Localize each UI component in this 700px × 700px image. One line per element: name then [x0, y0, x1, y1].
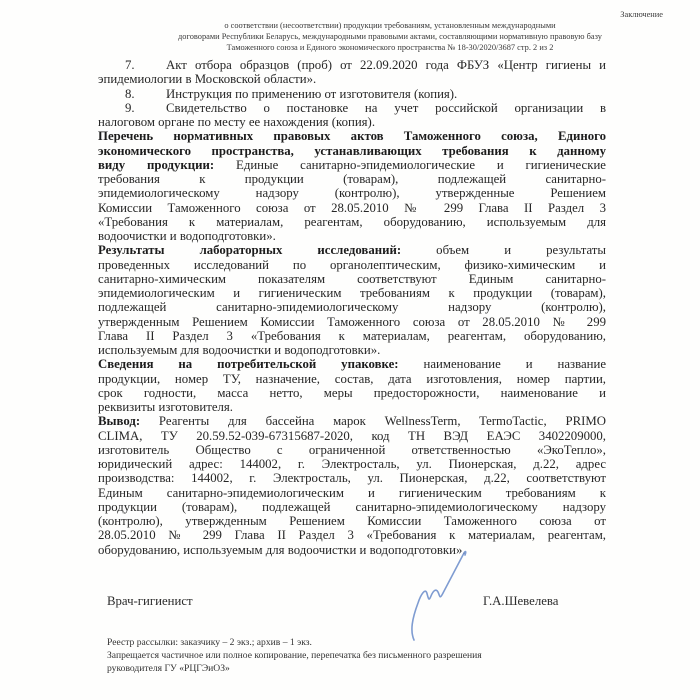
signatory-name: Г.А.Шевелева: [483, 594, 559, 608]
bold-lead-in: экономического пространства, устанавливающих требования к данному: [98, 143, 606, 158]
text-line: [98, 486, 606, 500]
text-segment: эпидемиологическому надзору (контролю), утвержденные Решением: [98, 186, 606, 201]
text-segment: эпидемиологическим и гигиеническим требованиям к продукции (товарам),: [98, 286, 606, 300]
para-conclusion: [98, 414, 606, 557]
page-header: [117, 9, 663, 53]
text-line: [98, 543, 606, 557]
para-packaging-info: [98, 357, 606, 414]
text-line: [98, 300, 606, 314]
text-segment: (контролю), утвержденным Решением Комиссии Таможенного союза от: [98, 514, 606, 528]
text-line: [98, 414, 606, 428]
footer-distribution-line: Реестр рассылки: заказчику – 2 экз.; архив – 1 экз.: [107, 637, 312, 648]
bold-lead-in: виду продукции:: [98, 157, 215, 172]
text-line: [98, 400, 606, 414]
text-line: [98, 101, 606, 115]
item-number: 8.: [125, 86, 135, 101]
text-line: [98, 372, 606, 386]
footer-copy-restriction-line: руководителя ГУ «РЦГЭиОЗ»: [107, 663, 230, 675]
text-line: [98, 514, 606, 528]
text-line: [98, 215, 606, 229]
text-line: [98, 500, 606, 514]
text-segment: срок годности, масса нетто, меры предосторожности, наименование и: [98, 385, 606, 400]
text-segment: налоговом органе по месту ее нахождения (копия).: [98, 115, 376, 129]
text-line: [98, 129, 606, 143]
text-segment: юридический адрес: 144002, г. Электросталь, ул. Пионерская, д.22, адрес: [98, 457, 606, 471]
item-number: 9.: [125, 100, 135, 115]
header-title: Заключение: [620, 10, 663, 19]
text-line: [98, 315, 606, 329]
text-line: [98, 72, 606, 86]
text-segment: продукции, номер ТУ, назначение, состав, дата изготовления, номер партии,: [98, 371, 606, 386]
text-segment: 28.05.2010 № 299 Глава II Раздел 3 «Требования к материалам, реагентам,: [98, 528, 606, 543]
footer-copy-restriction-line: Запрещается частичное или полное копирование, перепечатка без письменного разрешения: [107, 650, 482, 662]
text-line: [98, 229, 606, 243]
text-line: [98, 443, 606, 457]
document-body: [98, 58, 606, 557]
text-line: [98, 115, 606, 129]
text-segment: продукции (товарам), подлежащей санитарно-эпидемиологическому надзору: [98, 499, 606, 514]
text-line: [98, 272, 606, 286]
signature-block: [107, 594, 605, 609]
text-line: [98, 329, 606, 343]
text-segment: Инструкция по применению от изготовителя (копия).: [166, 86, 458, 101]
bold-lead-in: Вывод:: [98, 414, 141, 429]
text-line: [98, 286, 606, 300]
text-segment: проведенных исследований по органолептическим, физико-химическим и: [98, 257, 606, 272]
text-segment: водоочистки и водоподготовки».: [98, 229, 276, 243]
header-subtitle-line: договорами Республики Беларусь, международными правовыми актами, составляющими нормативную правовую базу: [178, 32, 602, 41]
text-line: [98, 158, 606, 172]
text-line: [98, 429, 606, 443]
item-8: [98, 87, 606, 101]
text-line: [98, 87, 606, 101]
bold-lead-in: Результаты лабораторных исследований:: [98, 243, 402, 258]
text-segment: Единые санитарно-эпидемиологические и гигиенические: [214, 157, 606, 172]
item-number: 7.: [125, 58, 135, 72]
para-lab-results: [98, 243, 606, 357]
text-segment: санитарно-химическим показателям соответствуют Единым санитарно-: [98, 271, 606, 286]
text-line: [98, 144, 606, 158]
text-line: [98, 343, 606, 357]
text-segment: эпидемиологии в Московской области».: [98, 72, 317, 87]
para-normative-acts: [98, 129, 606, 243]
text-segment: Глава II Раздел 3 «Требования к материалам, реагентам, оборудованию,: [98, 328, 606, 343]
item-9: [98, 101, 606, 130]
page-footer: [107, 636, 577, 676]
text-segment: Акт отбора образцов (проб) от 22.09.2020 года ФБУЗ «Центр гигиены и: [166, 58, 606, 72]
text-line: [98, 172, 606, 186]
text-segment: требования к продукции (товарам), подлежащей санитарно-: [98, 172, 606, 186]
text-line: [98, 186, 606, 200]
text-segment: утвержденным Решением Комиссии Таможенного союза от 28.05.2010 № 299: [98, 314, 606, 329]
text-line: [98, 201, 606, 215]
bold-lead-in: Сведения на потребительской упаковке:: [98, 357, 399, 372]
text-segment: Реагенты для бассейна марок WellnessTerm, TermoTactic, PRIMO: [140, 414, 606, 429]
text-segment: CLIMA, ТУ 20.59.52-039-67315687-2020, код ТН ВЭД ЕАЭС 3402209000,: [98, 428, 606, 443]
text-segment: Комиссии Таможенного союза от 28.05.2010 № 299 Глава II Раздел 3: [98, 200, 606, 215]
text-segment: Единым санитарно-эпидемиологическим и гигиеническим требованиям к: [98, 485, 606, 500]
bold-lead-in: Перечень нормативных правовых актов Таможенного союза, Единого: [98, 129, 606, 144]
text-line: [98, 386, 606, 400]
text-line: [98, 471, 606, 485]
text-segment: изготовитель Общество с ограниченной ответственностью «ЭкоТепло»,: [98, 442, 606, 457]
text-line: [98, 457, 606, 471]
text-line: [98, 528, 606, 542]
text-line: [98, 258, 606, 272]
header-doc-number-line: Таможенного союза и Единого экономического пространства № 18-30/2020/3687 стр. 2 из 2: [226, 43, 554, 52]
header-subtitle-line: о соответствии (несоответствии) продукции требованиям, установленным международными: [224, 21, 556, 30]
text-line: [98, 243, 606, 257]
text-segment: производства: 144002, г. Электросталь, ул. Пионерская, д.22, соответствуют: [98, 471, 606, 486]
text-segment: подлежащей санитарно-эпидемиологическому надзору (контролю),: [98, 300, 606, 315]
text-segment: наименование и название: [398, 357, 607, 372]
text-line: [98, 58, 606, 72]
text-segment: используемым для водоочистки и водоподготовки».: [98, 343, 381, 357]
text-segment: Свидетельство о постановке на учет российской организации в: [166, 100, 606, 115]
text-segment: реквизиты изготовителя.: [98, 400, 233, 414]
text-segment: объем и результаты: [401, 243, 606, 258]
signatory-role: Врач-гигиенист: [107, 594, 193, 608]
text-line: [98, 357, 606, 371]
text-segment: «Требования к материалам, реагентам, оборудованию, используемым для: [98, 214, 606, 229]
item-7: [98, 58, 606, 87]
text-segment: оборудованию, используемым для водоочистки и водоподготовки».: [98, 542, 466, 557]
